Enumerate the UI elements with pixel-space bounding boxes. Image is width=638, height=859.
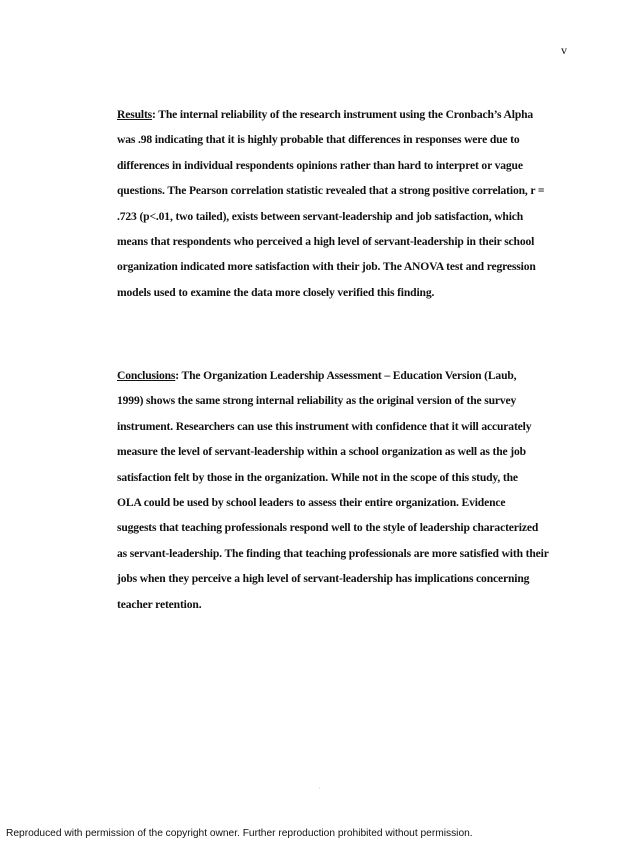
conclusions-line-8: as servant-leadership. The finding that teaching professionals are more satisfied with their — [117, 546, 549, 560]
results-line-8: models used to examine the data more closely verified this finding. — [117, 285, 435, 299]
conclusions-line-6: OLA could be used by school leaders to assess their entire organization. Evidence — [117, 495, 506, 509]
page-number: v — [561, 43, 567, 57]
results-line-2: was .98 indicating that it is highly probable that differences in responses were due to — [117, 133, 520, 147]
results-line-6: means that respondents who perceived a high level of servant-leadership in their school — [117, 234, 535, 248]
conclusions-line-2: 1999) shows the same strong internal reliability as the original version of the survey — [117, 394, 517, 408]
results-line-7: organization indicated more satisfaction with their job. The ANOVA test and regression — [117, 260, 536, 274]
conclusions-heading: Conclusions — [117, 369, 176, 382]
scan-speck: · — [318, 784, 321, 793]
results-line-5: .723 (p<.01, two tailed), exists between servant-leadership and job satisfaction, which — [117, 209, 524, 223]
copyright-footer: Reproduced with permission of the copyright owner. Further reproduction prohibited without permission. — [6, 828, 473, 839]
results-paragraph — [117, 108, 557, 311]
conclusions-line-4: measure the level of servant-leadership within a school organization as well as the job — [117, 445, 526, 459]
results-line-1 — [117, 108, 557, 133]
conclusions-line-10: teacher retention. — [117, 597, 202, 611]
conclusions-line-1-text: : The Organization Leadership Assessment – Education Version (Laub, — [175, 369, 517, 382]
results-line-4: questions. The Pearson correlation statistic revealed that a strong positive correlation, r = — [117, 184, 545, 198]
results-line-1-text: : The internal reliability of the research instrument using the Cronbach’s Alpha — [152, 108, 534, 121]
conclusions-line-5: satisfaction felt by those in the organization. While not in the scope of this study, the — [117, 470, 518, 484]
conclusions-line-9: jobs when they perceive a high level of servant-leadership has implications concerning — [117, 572, 530, 586]
results-line-3: differences in individual respondents opinions rather than hard to interpret or vague — [117, 158, 523, 172]
conclusions-line-3: instrument. Researchers can use this instrument with confidence that it will accurately — [117, 419, 532, 433]
conclusions-line-7: suggests that teaching professionals respond well to the style of leadership characterized — [117, 521, 539, 535]
conclusions-paragraph — [117, 369, 557, 623]
conclusions-line-1 — [117, 369, 557, 394]
results-heading: Results — [117, 108, 153, 121]
